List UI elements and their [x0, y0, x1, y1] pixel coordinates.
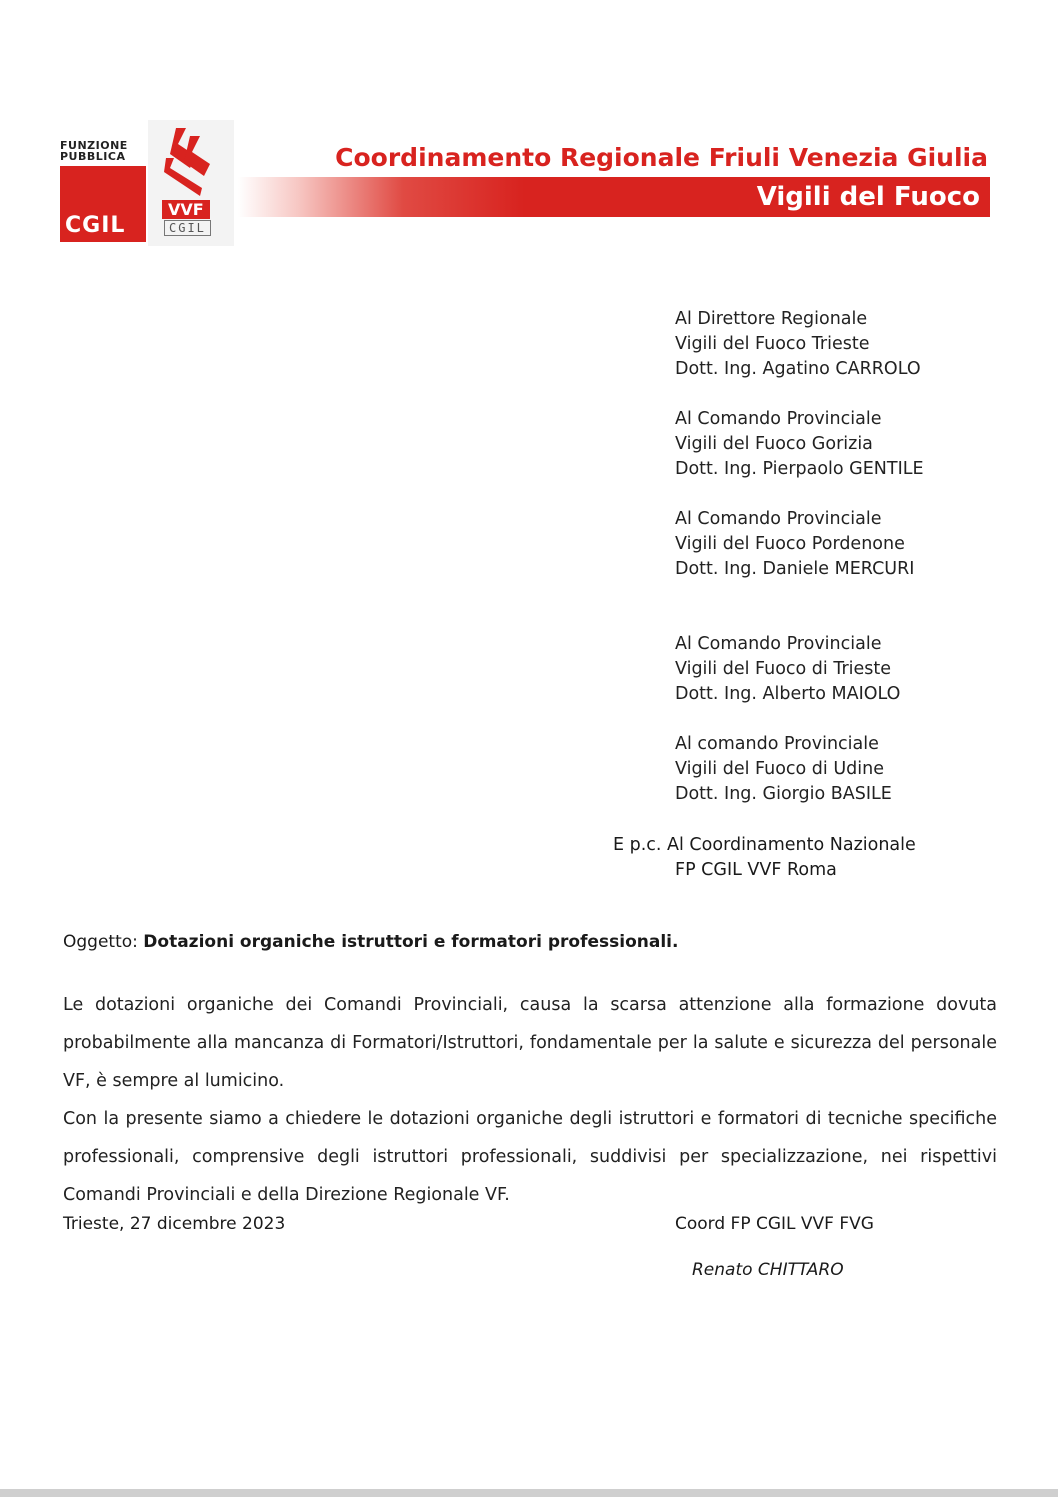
flame-icon — [156, 122, 226, 202]
recipient-line: Vigili del Fuoco Gorizia — [675, 434, 873, 454]
recipient-line: Dott. Ing. Agatino CARROLO — [675, 359, 921, 379]
recipient-line: Al Comando Provinciale — [675, 634, 882, 654]
recipient-line: Al Direttore Regionale — [675, 309, 868, 329]
letterhead-bar — [238, 177, 990, 217]
subject-text: Dotazioni organiche istruttori e formatori professionali. — [143, 932, 679, 952]
recipient-line: Dott. Ing. Pierpaolo GENTILE — [675, 459, 924, 479]
recipient-line: Dott. Ing. Alberto MAIOLO — [675, 684, 901, 704]
recipient-line: Vigili del Fuoco Trieste — [675, 334, 870, 354]
recipient-line: Al Comando Provinciale — [675, 509, 882, 529]
recipient-line: Dott. Ing. Giorgio BASILE — [675, 784, 892, 804]
vvf-logo — [148, 120, 234, 246]
cc-line: FP CGIL VVF Roma — [675, 860, 837, 880]
letterhead-subtitle: Vigili del Fuoco — [756, 182, 980, 212]
signer-role: Coord FP CGIL VVF FVG — [675, 1214, 874, 1234]
recipient-line: Al comando Provinciale — [675, 734, 879, 754]
vvf-label: VVF — [162, 200, 210, 219]
fp-logo-box — [60, 166, 146, 242]
recipient — [675, 732, 892, 807]
body-paragraph: Con la presente siamo a chiedere le dotazioni organiche degli istruttori e formatori di tecniche specifiche professionali, comprensive degli istruttori professionali, suddivisi per specializzazione, nei rispettivi Comandi Provinciali e della Direzione Regionale VF. — [63, 1109, 997, 1205]
recipient-line: Dott. Ing. Daniele MERCURI — [675, 559, 915, 579]
letter-date: Trieste, 27 dicembre 2023 — [63, 1214, 286, 1234]
recipient — [675, 307, 921, 382]
fp-cgil-logo — [60, 140, 146, 242]
cc-line: E p.c. Al Coordinamento Nazionale — [613, 835, 916, 855]
body-paragraph: Le dotazioni organiche dei Comandi Provinciali, causa la scarsa attenzione alla formazione dovuta probabilmente alla mancanza di Formatori/Istruttori, fondamentale per la salute e sicurezza del personale VF, è sempre al lumicino. — [63, 995, 997, 1091]
recipient — [675, 632, 900, 707]
page-bottom-edge — [0, 1489, 1058, 1497]
recipient — [675, 507, 914, 582]
recipient-line: Vigili del Fuoco Pordenone — [675, 534, 905, 554]
letter-body — [63, 986, 997, 1214]
letterhead-title: Coordinamento Regionale Friuli Venezia Giulia — [335, 143, 988, 172]
subject-line — [63, 930, 678, 955]
fp-cgil-text: CGIL — [65, 213, 126, 238]
vvf-cgil-label: CGIL — [164, 220, 211, 236]
recipient-line: Vigili del Fuoco di Trieste — [675, 659, 892, 679]
recipient-line: Al Comando Provinciale — [675, 409, 882, 429]
recipient — [675, 407, 924, 482]
signer-name: Renato CHITTARO — [692, 1260, 844, 1280]
fp-label: FUNZIONE PUBBLICA — [60, 139, 128, 163]
subject-label: Oggetto: — [63, 932, 138, 952]
recipient-line: Vigili del Fuoco di Udine — [675, 759, 884, 779]
